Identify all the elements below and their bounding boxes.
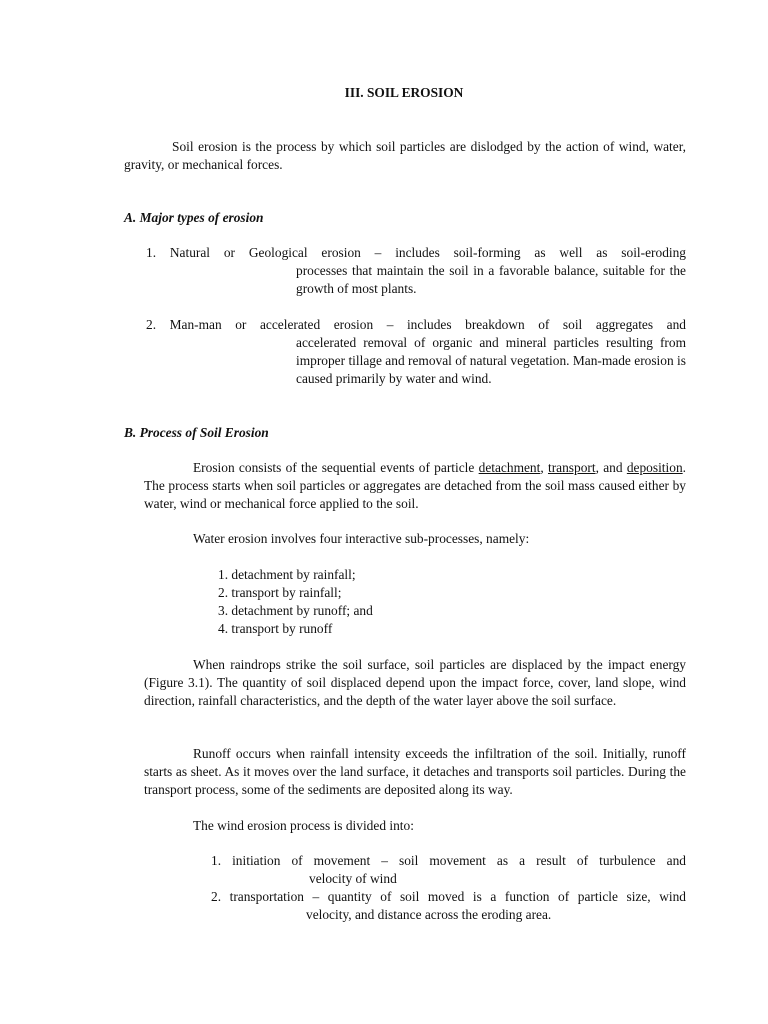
- p1-separator: ,: [540, 460, 548, 475]
- intro-paragraph: [124, 138, 686, 174]
- list-item: 4. transport by runoff: [218, 621, 333, 636]
- wind-erosion-item: [211, 888, 686, 924]
- erosion-type-item: [146, 316, 686, 388]
- erosion-type-first-line: 2. Man-man or accelerated erosion – includes breakdown of soil aggregates and: [146, 317, 686, 332]
- wind-erosion-intro: [144, 817, 686, 835]
- wind-erosion-item: [211, 852, 686, 888]
- p1-lead: Erosion consists of the sequential events of particle: [193, 460, 479, 475]
- section-b-heading: B. Process of Soil Erosion: [124, 425, 269, 440]
- erosion-type-item: [146, 244, 686, 298]
- process-paragraph: [144, 459, 686, 513]
- section-a-heading: A. Major types of erosion: [124, 210, 264, 225]
- list-item: 2. transport by rainfall;: [218, 585, 342, 600]
- runoff-text: Runoff occurs when rainfall intensity exceeds the infiltration of the soil. Initially, runoff starts as sheet. As it moves over the land surface, it detaches and transports soil particles. During the transport process, some of the sediments are deposited along its way.: [144, 746, 686, 797]
- list-item: 1. detachment by rainfall;: [218, 567, 356, 582]
- wind-erosion-intro-text: The wind erosion process is divided into:: [193, 818, 414, 833]
- erosion-type-continuation: accelerated removal of organic and mineral particles resulting from improper tillage and removal of natural vegetation. Man-made erosion is caused primarily by water and wind.: [296, 335, 686, 386]
- list-item: 3. detachment by runoff; and: [218, 603, 373, 618]
- raindrop-paragraph: [144, 656, 686, 710]
- wind-item-first-line: 2. transportation – quantity of soil moved is a function of particle size, wind: [211, 889, 686, 904]
- water-erosion-intro-text: Water erosion involves four interactive sub-processes, namely:: [193, 531, 530, 546]
- erosion-type-continuation: processes that maintain the soil in a favorable balance, suitable for the growth of most plants.: [296, 263, 686, 296]
- term-deposition: deposition: [626, 460, 683, 475]
- page-title: III. SOIL EROSION: [344, 85, 464, 100]
- p1-separator: , and: [595, 460, 627, 475]
- runoff-paragraph: [144, 745, 686, 799]
- wind-item-continuation: velocity of wind: [309, 871, 397, 886]
- water-erosion-steps: [218, 566, 373, 638]
- p1-rest: . The process starts when soil particles or aggregates are detached from the soil mass caused either by water, wind or mechanical force applied to the soil.: [144, 460, 686, 511]
- term-transport: transport: [547, 460, 596, 475]
- intro-text: Soil erosion is the process by which soil particles are dislodged by the action of wind, water, gravity, or mechanical forces.: [124, 139, 686, 172]
- wind-item-continuation: velocity, and distance across the eroding area.: [306, 907, 552, 922]
- water-erosion-intro: [144, 530, 686, 548]
- term-detachment: detachment: [478, 460, 541, 475]
- erosion-type-first-line: 1. Natural or Geological erosion – includes soil-forming as well as soil-eroding: [146, 245, 686, 260]
- raindrop-text: When raindrops strike the soil surface, soil particles are displaced by the impact energy (Figure 3.1). The quantity of soil displaced depend upon the impact force, cover, land slope, wind direction, rainfall characteristics, and the depth of the water layer above the soil surface.: [144, 657, 686, 708]
- wind-item-first-line: 1. initiation of movement – soil movement as a result of turbulence and: [211, 853, 686, 868]
